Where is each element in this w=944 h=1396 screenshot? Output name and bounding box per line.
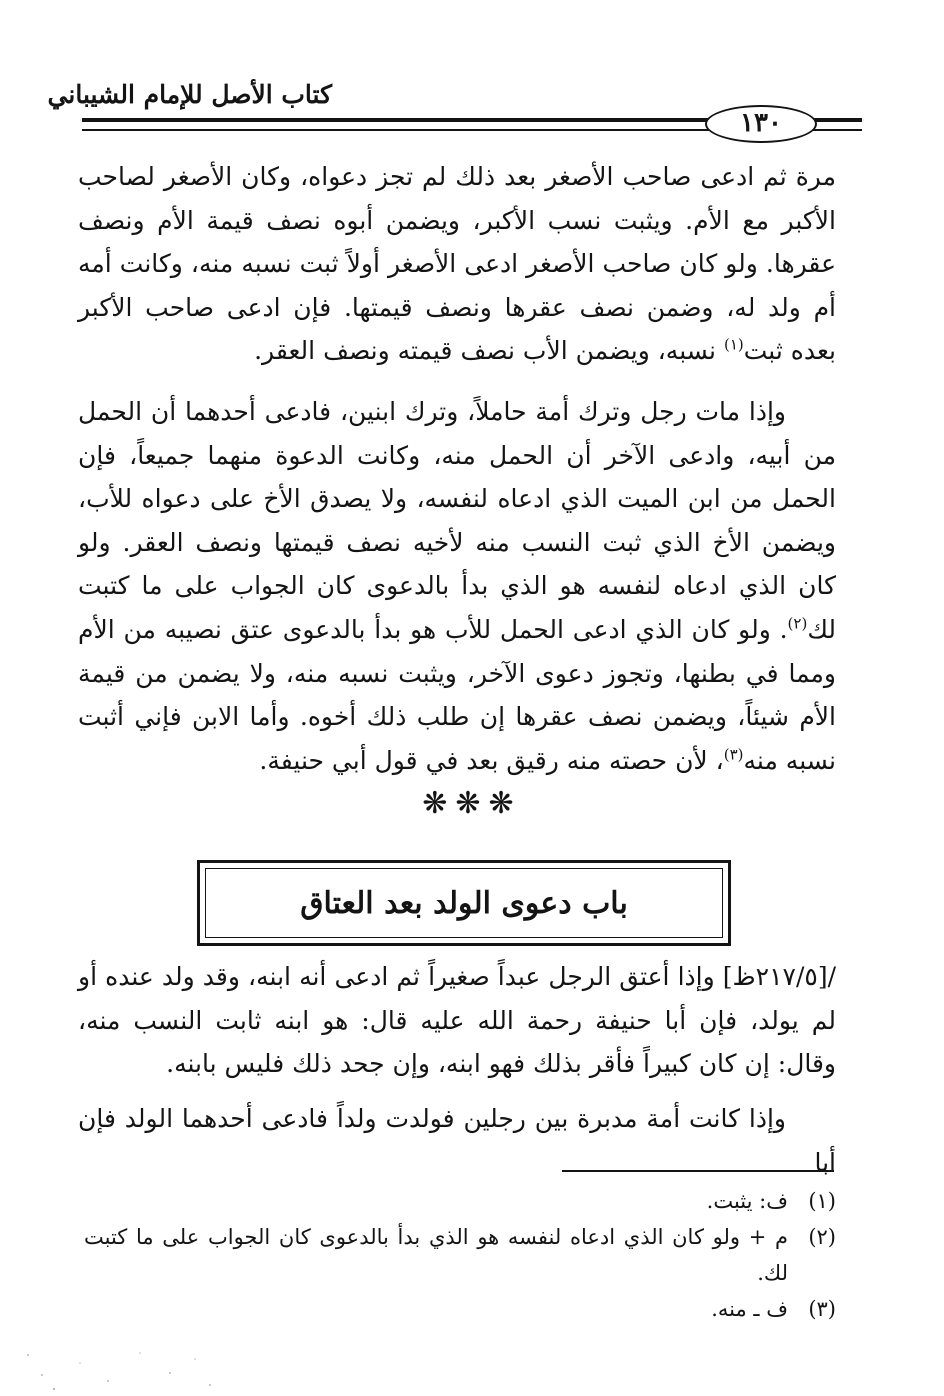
paragraph: /[٢١٧/٥ظ] وإذا أعتق الرجل عبداً صغيراً ثم ادعى أنه ابنه، وقد ولد عنده أو لم يولد، فإن أبا حنيفة رحمة الله عليه قال: هو ابنه ثابت النسب منه، وقال: إن كان كبيراً فأقر بذلك فهو ابنه، وإن جحد ذلك فليس بابنه. <box>78 962 836 1079</box>
footnote-reference: (٣) <box>723 745 744 764</box>
paragraph-text: . ولو كان الذي ادعى الحمل للأب هو بدأ بالدعوى عتق نصيبه من الأم ومما في بطنها، وتجوز دعوى الآخر، ويثبت نسبه منه، ولا يضمن من قيمة الأم شيئاً، ويضمن نصف عقرها إن طلب ذلك أخوه. وأما الابن فإني أثبت نسبه منه <box>78 614 836 775</box>
paragraph <box>78 390 836 782</box>
footnote-text: ف ـ منه. <box>711 1297 788 1321</box>
paragraph-text: نسبه، ويضمن الأب نصف قيمته ونصف العقر. <box>254 336 724 366</box>
footnote-number: (٣) <box>808 1297 836 1321</box>
footnote-number: (١) <box>808 1189 836 1213</box>
footnote-separator <box>562 1170 834 1172</box>
scan-specks <box>20 1345 220 1395</box>
footnote <box>84 1219 836 1291</box>
chapter-heading-box <box>197 860 731 946</box>
paragraph-text: ، لأن حصته منه رقيق بعد في قول أبي حنيفة. <box>259 745 724 775</box>
running-header-title: كتاب الأصل للإمام الشيباني <box>47 80 332 109</box>
footnote-text: م + ولو كان الذي ادعاه لنفسه هو الذي بدأ بالدعوى كان الجواب على ما كتبت لك. <box>84 1225 788 1285</box>
footnote-reference: (١) <box>723 336 744 355</box>
section-divider: ❋❋❋ <box>422 786 522 821</box>
footnote-text: ف: يثبت. <box>706 1189 788 1213</box>
header-rule <box>82 118 717 131</box>
paragraph <box>78 155 836 373</box>
footnote-number: (٢) <box>808 1225 836 1249</box>
paragraph: وإذا كانت أمة مدبرة بين رجلين فولدت ولداً فادعى أحدهما الولد فإن أبا <box>78 1104 836 1177</box>
paragraph-text: وإذا مات رجل وترك أمة حاملاً، وترك ابنين، فادعى أحدهما أن الحمل من أبيه، وادعى الآخر أن الحمل منه، وكانت الدعوة منهما جميعاً، فإن الحمل من ابن الميت الذي ادعاه لنفسه، ولا يصدق الأخ على دعواه للأب، ويضمن الأخ الذي ثبت النسب منه لأخيه نصف قيمتها ونصف العقر. ولو كان الذي ادعاه لنفسه هو الذي بدأ بالدعوى كان الجواب على ما كتبت لك <box>78 397 836 644</box>
footnote <box>84 1291 836 1327</box>
footnote-reference: (٢) <box>787 614 808 633</box>
paragraph-text: مرة ثم ادعى صاحب الأصغر بعد ذلك لم تجز دعواه، وكان الأصغر لصاحب الأكبر مع الأم. ويثبت نسب الأكبر، ويضمن أبوه نصف قيمة الأم ونصف عقرها. ولو كان صاحب الأصغر ادعى الأصغر أولاً ثبت نسبه منه، وكانت أمه أم ولد له، وضمن نصف عقرها ونصف قيمتها. فإن ادعى صاحب الأكبر بعده ثبت <box>78 162 837 366</box>
page-number: ١٣٠ <box>705 105 817 143</box>
chapter-heading: باب دعوى الولد بعد العتاق <box>300 885 628 921</box>
footnotes <box>84 1183 836 1327</box>
footnote <box>84 1183 836 1219</box>
